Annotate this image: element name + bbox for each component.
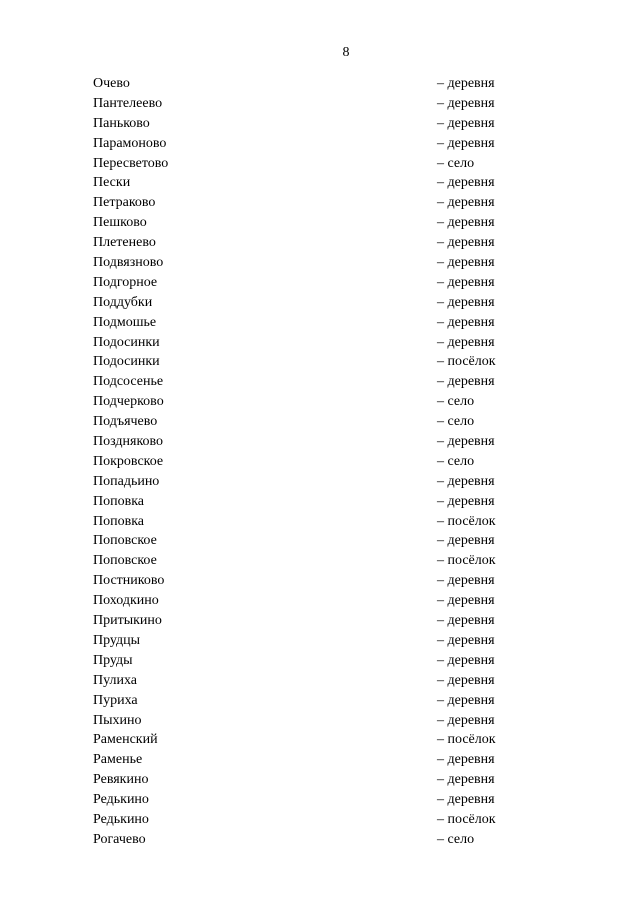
- settlement-type: – село: [437, 453, 475, 469]
- settlement-type: – деревня: [437, 533, 495, 549]
- settlement-type: – посёлок: [437, 811, 496, 827]
- place-name: Рогачево: [93, 831, 146, 847]
- list-item: [0, 154, 640, 174]
- list-item: [0, 432, 640, 452]
- place-name: Поддубки: [93, 294, 153, 310]
- settlement-type: – село: [437, 394, 475, 410]
- list-item: [0, 472, 640, 492]
- place-name: Паньково: [93, 115, 150, 131]
- list-item: [0, 193, 640, 213]
- list-item: [0, 810, 640, 830]
- list-item: [0, 293, 640, 313]
- settlement-type: – деревня: [437, 95, 495, 111]
- settlement-type: – деревня: [437, 314, 495, 330]
- settlement-type: – деревня: [437, 752, 495, 768]
- settlement-type: – деревня: [437, 692, 495, 708]
- place-name: Пруды: [93, 652, 133, 668]
- list-item: [0, 333, 640, 353]
- list-item: [0, 492, 640, 512]
- settlement-type: – деревня: [437, 772, 495, 788]
- settlement-type: – посёлок: [437, 354, 496, 370]
- place-name: Попадьино: [93, 473, 160, 489]
- settlement-type: – деревня: [437, 334, 495, 350]
- list-item: [0, 253, 640, 273]
- settlement-type: – деревня: [437, 195, 495, 211]
- list-item: [0, 392, 640, 412]
- settlement-type: – деревня: [437, 135, 495, 151]
- place-name: Пантелеево: [93, 95, 163, 111]
- place-name: Пыхино: [93, 712, 142, 728]
- settlement-type: – деревня: [437, 235, 495, 251]
- list-item: [0, 591, 640, 611]
- list-item: [0, 790, 640, 810]
- list-item: [0, 134, 640, 154]
- list-item: [0, 611, 640, 631]
- place-name: Поповка: [93, 493, 145, 509]
- place-name: Ревякино: [93, 772, 149, 788]
- settlement-type: – посёлок: [437, 732, 496, 748]
- list-item: [0, 94, 640, 114]
- settlement-type: – деревня: [437, 255, 495, 271]
- settlement-type: – деревня: [437, 175, 495, 191]
- place-name: Поповское: [93, 533, 157, 549]
- settlement-type: – деревня: [437, 215, 495, 231]
- place-name: Поздняково: [93, 434, 164, 450]
- settlement-type: – деревня: [437, 76, 495, 91]
- list-item: [0, 691, 640, 711]
- list-item: [0, 352, 640, 372]
- place-name: Подмошье: [93, 314, 157, 330]
- settlement-type: – деревня: [437, 274, 495, 290]
- place-name: Походкино: [93, 593, 159, 609]
- place-name: Подвязново: [93, 255, 164, 271]
- settlement-type: – деревня: [437, 613, 495, 629]
- place-name: Парамоново: [93, 135, 167, 151]
- place-name: Подсосенье: [93, 374, 164, 390]
- list-item: [0, 452, 640, 472]
- settlement-type: – деревня: [437, 632, 495, 648]
- place-name: Раменье: [93, 752, 143, 768]
- list-item: [0, 372, 640, 392]
- settlement-type: – деревня: [437, 712, 495, 728]
- settlement-type: – деревня: [437, 573, 495, 589]
- list-item: [0, 273, 640, 293]
- settlement-type: – деревня: [437, 493, 495, 509]
- place-name: Покровское: [93, 453, 164, 469]
- settlement-type: – деревня: [437, 652, 495, 668]
- place-name: Раменский: [93, 732, 158, 748]
- settlement-type: – деревня: [437, 792, 495, 808]
- list-item: [0, 213, 640, 233]
- settlement-type: – деревня: [437, 672, 495, 688]
- list-item: [0, 412, 640, 432]
- settlement-type: – деревня: [437, 294, 495, 310]
- place-name: Очево: [93, 76, 130, 91]
- settlement-type: – село: [437, 155, 475, 171]
- settlement-type: – село: [437, 414, 475, 430]
- list-item: [0, 74, 640, 94]
- settlement-type: – деревня: [437, 593, 495, 609]
- place-name: Подгорное: [93, 274, 158, 290]
- list-item: [0, 730, 640, 750]
- place-name: Подосинки: [93, 354, 160, 370]
- place-name: Пуриха: [93, 692, 138, 708]
- list-item: [0, 750, 640, 770]
- list-item: [0, 631, 640, 651]
- place-name: Петраково: [93, 195, 156, 211]
- place-name: Притыкино: [93, 613, 162, 629]
- list-item: [0, 551, 640, 571]
- list-item: [0, 711, 640, 731]
- settlement-type: – посёлок: [437, 553, 496, 569]
- settlement-list: [0, 74, 640, 850]
- place-name: Пешково: [93, 215, 147, 231]
- list-item: [0, 233, 640, 253]
- settlement-type: – село: [437, 831, 475, 847]
- settlement-type: – деревня: [437, 374, 495, 390]
- place-name: Редькино: [93, 792, 149, 808]
- list-item: [0, 571, 640, 591]
- list-item: [0, 114, 640, 134]
- list-item: [0, 531, 640, 551]
- place-name: Пересветово: [93, 155, 169, 171]
- place-name: Пески: [93, 175, 131, 191]
- place-name: Подосинки: [93, 334, 160, 350]
- settlement-type: – деревня: [437, 115, 495, 131]
- list-item: [0, 651, 640, 671]
- settlement-type: – деревня: [437, 473, 495, 489]
- place-name: Поповское: [93, 553, 157, 569]
- place-name: Постниково: [93, 573, 165, 589]
- list-item: [0, 313, 640, 333]
- list-item: [0, 671, 640, 691]
- list-item: [0, 173, 640, 193]
- list-item: [0, 830, 640, 850]
- page-number: 8: [342, 45, 350, 60]
- place-name: Пулиха: [93, 672, 138, 688]
- place-name: Подъячево: [93, 414, 158, 430]
- list-item: [0, 512, 640, 532]
- place-name: Плетенево: [93, 235, 156, 251]
- place-name: Прудцы: [93, 632, 141, 648]
- list-item: [0, 770, 640, 790]
- place-name: Поповка: [93, 513, 145, 529]
- place-name: Редькино: [93, 811, 149, 827]
- settlement-type: – деревня: [437, 434, 495, 450]
- place-name: Подчерково: [93, 394, 164, 410]
- settlement-type: – посёлок: [437, 513, 496, 529]
